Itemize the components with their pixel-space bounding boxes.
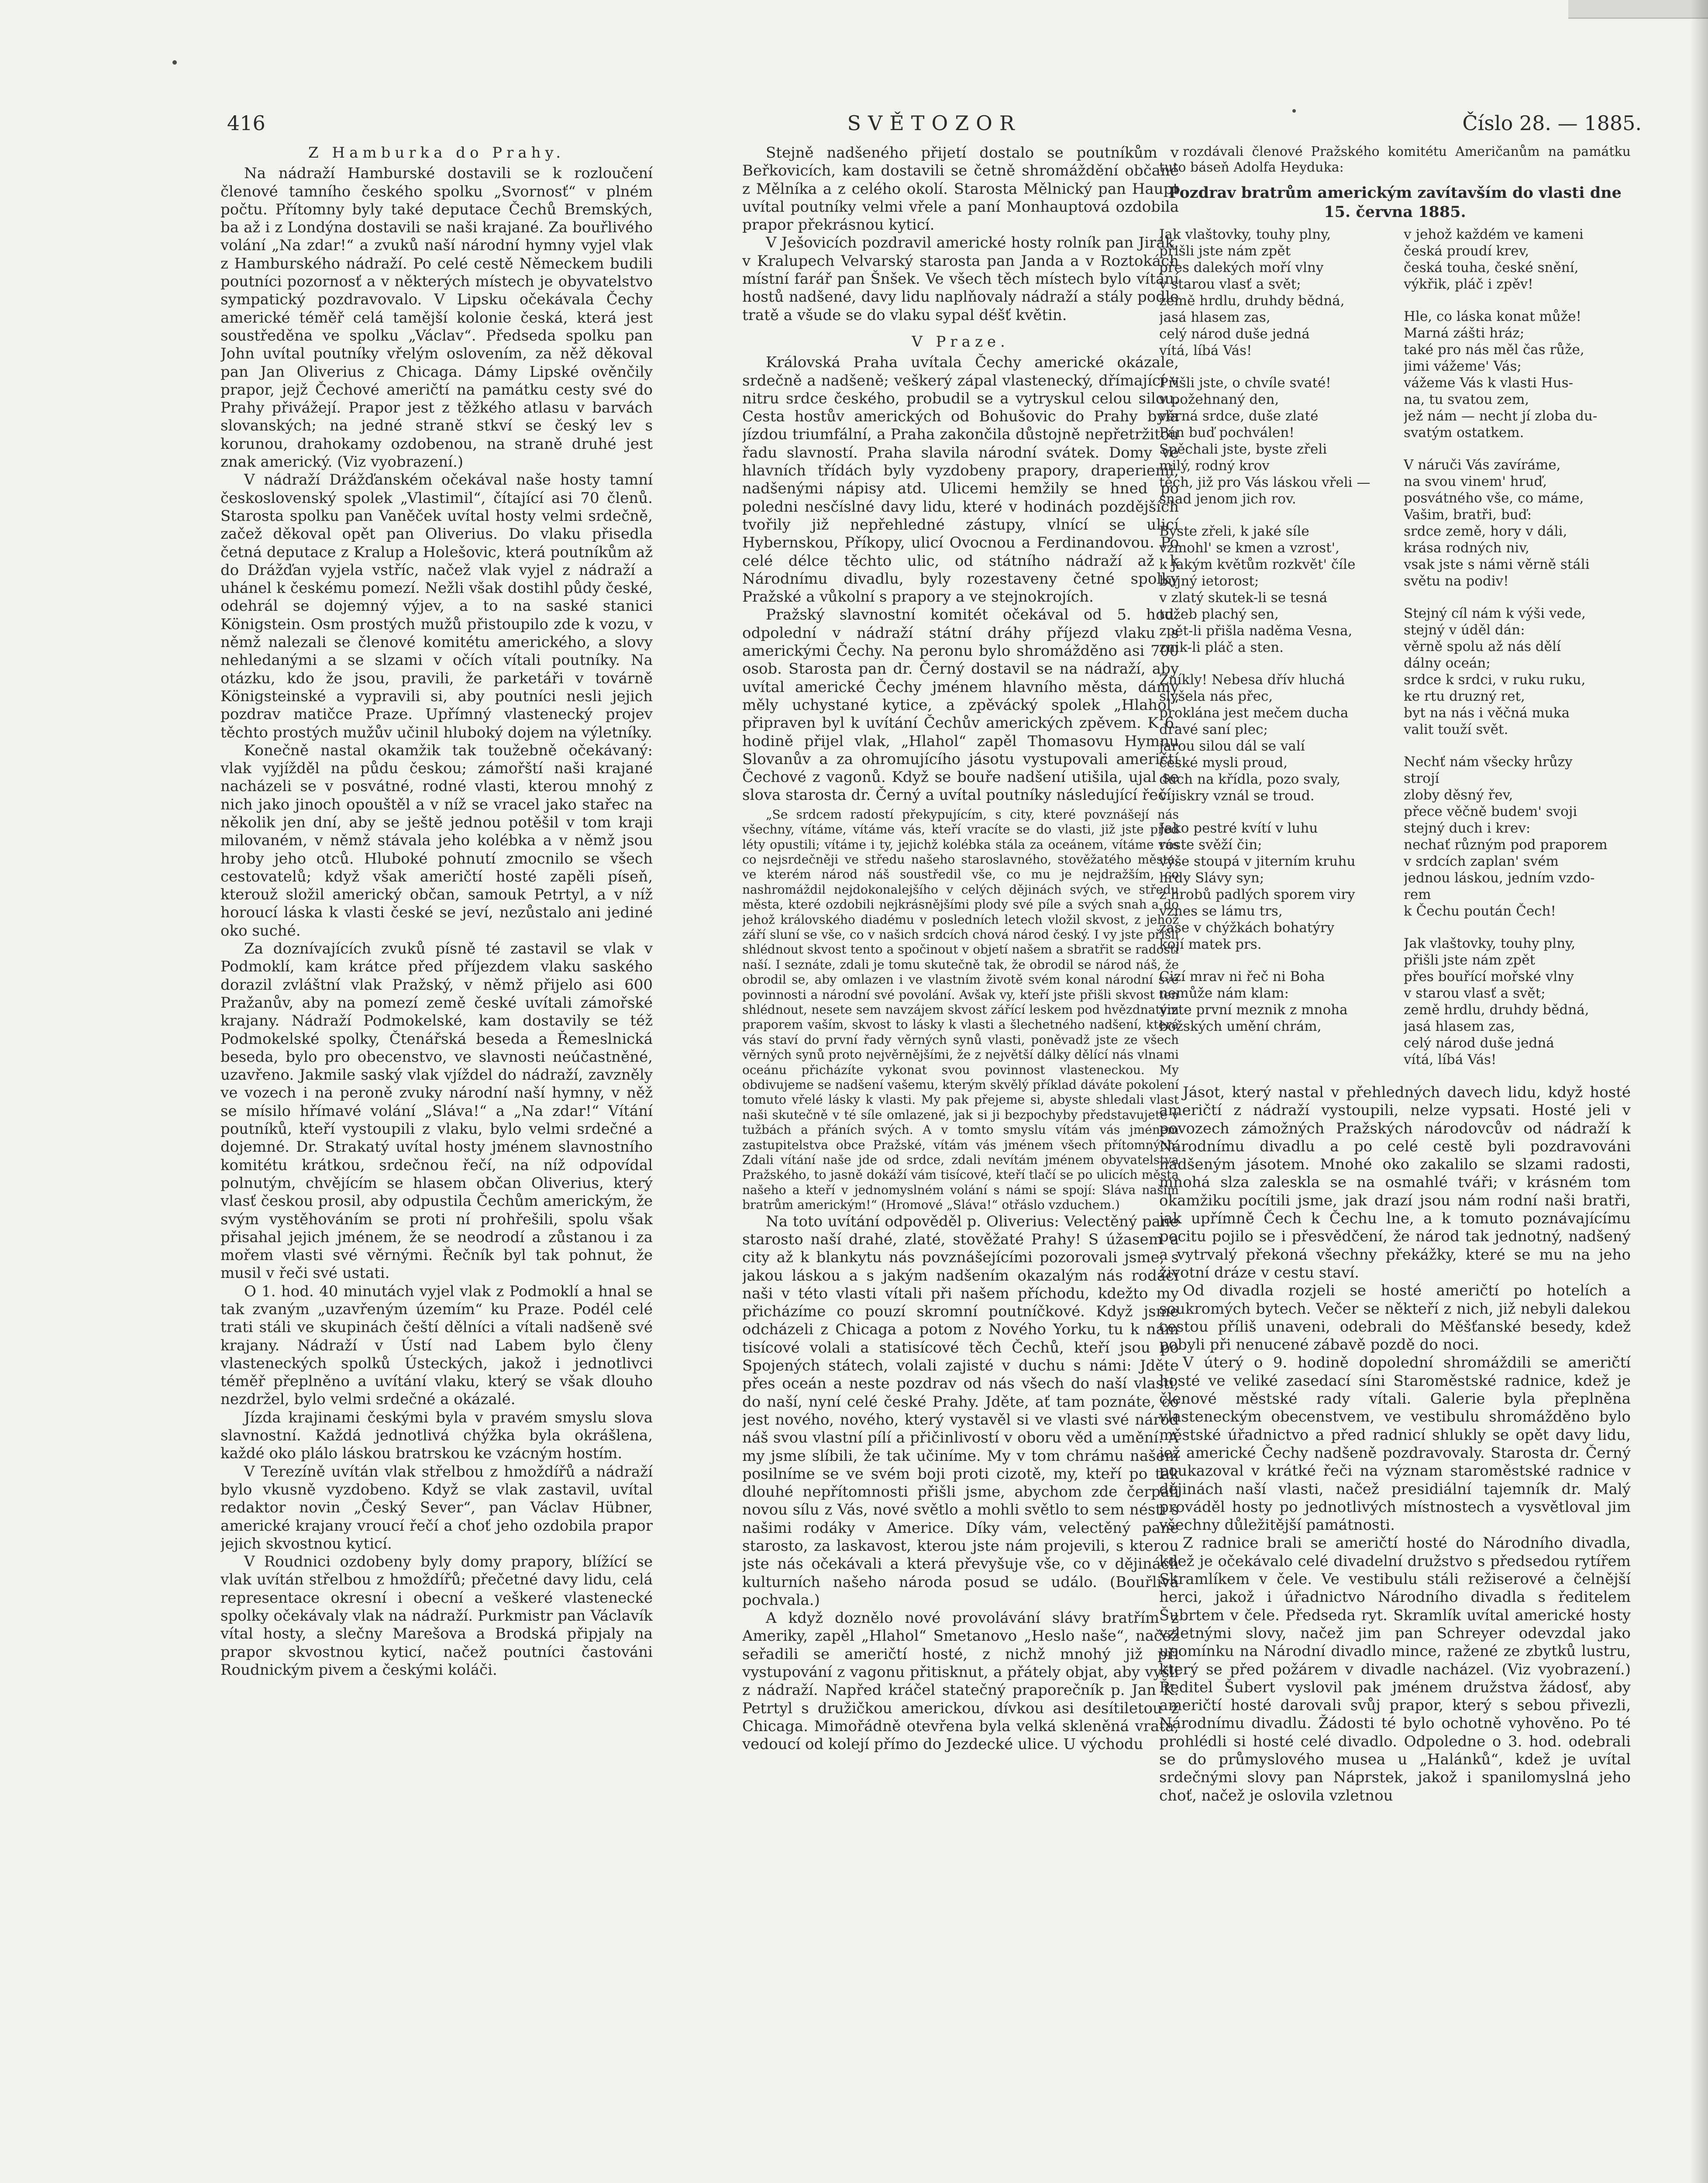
poem-line: Stejný cíl nám k výši vede, — [1404, 606, 1586, 621]
poem-line: země hrdlu, druhdy bědná, — [1404, 1002, 1589, 1018]
poem-line: v jiskry vznál se troud. — [1159, 788, 1315, 804]
column-3 — [1159, 144, 1631, 2183]
poem-line: jimi vážeme' Vás; — [1404, 358, 1522, 374]
poem-line: dálny oceán; — [1404, 655, 1491, 671]
poem-line: přes bouřící mořské vlny — [1404, 969, 1574, 985]
column-1-paragraphs — [220, 165, 653, 1679]
poem-line: také pro nás měl čas růže, — [1404, 342, 1584, 358]
poem-line: světu na podiv! — [1404, 573, 1509, 589]
poem-left-column — [1159, 226, 1386, 1084]
poem-line: z hrobů padlých sporem viry — [1159, 887, 1355, 902]
paragraph: V Ješovicích pozdravil americké hosty rolník pan Jirák, v Kralupech Velvarský starosta pan Janda a v Roztokách místní farář pan Šnšek. Ve všech těch místech bylo vítání hostů nadšené, davy lidu naplňovaly nádraží a stály podle tratě a všude se do vlaku sypal déšť květin. — [742, 234, 1179, 324]
poem-line: znik-li pláč a sten. — [1159, 640, 1284, 655]
poem-line: krása rodných niv, — [1404, 540, 1529, 556]
poem-line: srdce k srdci, v ruku ruku, — [1404, 672, 1586, 688]
poem-line: rem — [1404, 887, 1431, 902]
poem-stanza — [1159, 523, 1386, 656]
poem-line: Hle, co láska konat může! — [1404, 309, 1582, 324]
poem-line: v srdcích zaplan' svém — [1404, 854, 1559, 869]
poem-line: posvátného vše, co máme, — [1404, 490, 1584, 506]
poem-line: země hrdlu, druhdy bědná, — [1159, 293, 1345, 309]
poem-line: byt na nás i věčná muka — [1404, 705, 1570, 721]
column-2 — [742, 144, 1179, 2183]
poem-line: vzmohl' se kmen a vzrost', — [1159, 540, 1340, 556]
poem-stanza — [1159, 671, 1386, 804]
poem-line: v jehož každém ve kameni — [1404, 227, 1584, 242]
poem-right-column — [1404, 226, 1631, 1084]
poem-line: proklána jest mečem ducha — [1159, 705, 1349, 721]
poem-line: Jak vlaštovky, touhy plny, — [1159, 227, 1331, 242]
poem-line: vsak jste s námi věrně stáli — [1404, 557, 1590, 572]
poem-line: nechať různým pod praporem — [1404, 837, 1608, 853]
poem-line: Zníkly! Nebesa dřív hluchá — [1159, 672, 1345, 688]
poem — [1159, 226, 1631, 1084]
poem-line: Pán buď pochválen! — [1159, 425, 1295, 441]
poem-line: ke rtu druzný ret, — [1404, 689, 1525, 704]
magazine-title: SVĚTOZOR — [847, 111, 1022, 135]
paragraph: V Roudnici ozdobeny byly domy prapory, blížící se vlak uvítán střelbou z hmoždířů; přečetné davy lidu, celá representace okresní i obecní a veškeré vlastenecké spolky očekávaly vlak na nádraží. Purkmistr pan Václavík vítal hosty, a slečny Marešova a Brodská připjaly na prapor skvostnou kyticí, načež poutníci častováni Roudnickým pivem a českými koláči. — [220, 1553, 653, 1679]
column-3-paragraphs — [1159, 1084, 1631, 1805]
poem-stanza — [1159, 820, 1386, 953]
poem-line: jež nám — necht jí zloba du- — [1404, 408, 1598, 424]
poem-stanza — [1159, 968, 1386, 1035]
poem-line: Cizí mrav ni řeč ni Boha — [1159, 969, 1325, 985]
poem-line: nemůže nám klam: — [1159, 985, 1289, 1001]
page-header — [227, 111, 1642, 142]
section-heading-hamburk: Z Hamburka do Prahy. — [308, 144, 565, 162]
poem-line: Jako pestré kvítí v luhu — [1159, 820, 1318, 836]
poem-line: vítá, líbá Vás! — [1404, 1052, 1497, 1067]
poem-line: na svou vinem' hruď, — [1404, 474, 1547, 489]
paragraph: Královská Praha uvítala Čechy americké okázale, srdečně a nadšeně; veškerý zápal vlastenecký, dřímající v nitru srdce českého, probudil se a vytryskul celou silou. Cesta hostův amerických od Bohušovic do Prahy byla jízdou triumfální, a Praha zakončila důstojně nepřetržitou řadu slavností. Praha slavila národní svátek. Domy ve hlavních třídách byly vyzdobeny prapory, draperiemi, nadšenými nápisy atd. Ulicemi hemžily se hned po poledni nesčíslné davy lidu, které v hodinách pozdějších tvořily již nepřehledné zástupy, vlnící se ulicí Hybernskou, Příkopy, ulicí Ovocnou a Ferdinandovou. Po celé délce těchto ulic, od státního nádraží až k Národnímu divadlu, byly rozestaveny četné spolky Pražské a vůkolní s prapory a ve stejnokrojích. — [742, 354, 1179, 606]
mayor-speech-quote: „Se srdcem radostí překypujícím, s city, které povznášejí nás všechny, vítáme, vítáme vás, kteří vracíte se do vlasti, již jste před léty opustili; vítáme i ty, jejichž kolébka stála za oceánem, vítáme vás co nejsrdečněji ve středu našeho staroslavného, stověžatého města, ve kterém národ náš soustředil vše, co mu je nejdražším, co nashromáždil nejdokonalejšího v celých dějinách svých, ve středu města, které ozdobili nejkrásnějšími plody své píle a svých snah a do jehož královského diadému v posledních letech vložil skvost, z jehož září sluní se vše, co v našich srdcích chová národ český. I vy jste přišli shlédnout skvost tento a spočinout v objetí našem a sbratřit se radostí naší. I seznáte, zdali je tomu skutečně tak, že obrodil se národ náš, že obrodil se, aby omlazen i ve vlastním životě svém konal národní své povinnosti a národní své povolání. Avšak vy, kteří jste přišli skvost ten shlédnout, nesete sem navzájem skvost zářící leskem pod hvězdnatým praporem vaším, skvost to lásky k vlasti a šlechetného nadšení, která vás staví do první řady věrných synů vlasti, poněvadž jste ze všech věrných synů proto nejvěrnějšími, že z největší dálky dělící nás vlnami oceánu přicházíte vykonat svou povinnost vlasteneckou. My obdivujeme se nadšení vašemu, kterým skvělý příklad dáváte pokolení tomuto vřelé lásky k vlasti. My pak přejeme si, abyste shledali vlast naši skutečně v té síle omlazené, jak si ji bezpochyby představujete v tužbách a přáních svých. A v tomto smyslu vítám vás jménem zastupitelstva obce Pražské, vítám vás jménem všech přítomných. Zdali vítání naše jde od srdce, zdali nevítám jménem obyvatelstva Pražského, to jasně dokáží vám tisícové, kteří tlačí se po ulicích města našeho a kteří v jednomyslném volání s námi se spojí: Sláva našim bratrům americkým!“ (Hromové „Sláva!“ otřáslo vzduchem.) — [742, 807, 1179, 1212]
poem-line: vážeme Vás k vlasti Hus- — [1404, 375, 1574, 391]
poem-line: v starou vlasť a svět; — [1404, 985, 1546, 1001]
poem-stanza — [1159, 226, 1386, 359]
poem-line: bujný ietorost; — [1159, 573, 1259, 589]
paper-speck — [172, 60, 177, 65]
page-edge-shadow — [1691, 0, 1708, 2183]
paragraph: Na nádraží Hamburské dostavili se k rozloučení členové tamního českého spolku „Svornosť“ v plném počtu. Přítomny byly také deputace Čechů Bremských, ba až i z Londýna dostavili se naši krajané. Za bouřlivého volání „Na zdar!“ a zvuků naší národní hymny vyjel vlak z Hamburského nádraží. Po celé cestě Německem budili poutníci pozornosť a v některých místech je obyvatelstvo sympatický pozdravovalo. V Lipsku očekávala Čechy americké téměř celá tamější kolonie česká, která jest soustředěna ve spolku „Václav“. Předseda spolku pan John uvítal poutníky vřelým oslovením, za něž děkoval pan Jan Oliverius z Chicaga. Dámy Lipské ověnčily prapor, jejž Čechové američtí na památku cesty své do Prahy přivážejí. Prapor jest z těžkého atlasu v barvách slovanských; na jedné straně stkví se český lev s korunou, drahokamy ozdobenou, na straně druhé jest znak americký. (Viz vyobrazení.) — [220, 165, 653, 471]
poem-line: strojí — [1404, 771, 1439, 786]
paragraph: V úterý o 9. hodině dopolední shromáždili se američtí hosté ve veliké zasedací síni Staroměstské radnice, kdež je členové městské rady vítali. Galerie byla přeplněna vlasteneckým obecenstvem, ve vestibulu shromážděno bylo městské úřadnictvo a před radnicí shlukly se opět davy lidu, jež americké Čechy nadšeně pozdravovaly. Starosta dr. Černý poukazoval v krátké řeči na význam staroměstské radnice v dějinách naší vlasti, načež presidiální tajemník dr. Malý prováděl hosty po jednotlivých místnostech a vysvětloval jim všechny důležitější památnosti. — [1159, 1354, 1631, 1534]
poem-line: české mysli proud, — [1159, 755, 1288, 771]
poem-line: v požehnaný den, — [1159, 392, 1279, 407]
scan-corner-mark — [1568, 0, 1708, 19]
paragraph: Za doznívajících zvuků písně té zastavil se vlak v Podmoklí, kam krátce před příjezdem vlaku saského dorazil zvláštní vlak Pražský, v němž přijelo asi 600 Pražanův, aby na pomezí země české uvítali zámořské krajany. Nádraží Podmokelské, kam dostavily se též Podmokelské spolky, Čtenářská beseda a Řemeslnická beseda, bylo pro obecenstvo, ve slavnosti neúčastněné, uzavřeno. Jakmile saský vlak vjíždel do nádraží, zavzněly ve vozech i na peroně zvuky národní naší hymny, v něž se mísilo hřímavé volání „Sláva!“ a „Na zdar!“ Vítání poutníků, kteří vystoupili z vlaku, bylo velmi srdečné a dojemné. Dr. Strakatý uvítal hosty jménem slavnostního komitétu krátkou, srdečnou řečí, na níž odpovídal polnutým, chvějícím se hlasem občan Oliverius, který vlasť českou prosil, aby odpustila Čechům americkým, že svým vystěhováním se proti ní prohřešili, spolu však přisahal jejich jménem, že se neodrodí a zůstanou i za mořem vlasti své věrnými. Řečník byl tak pohnut, že musil v řeči své ustati. — [220, 940, 653, 1282]
column-2-paragraphs-mid — [742, 354, 1179, 804]
poem-line: milý, rodný krov — [1159, 458, 1270, 474]
poem-line: Nechť nám všecky hrůzy — [1404, 754, 1573, 770]
poem-line: stejný duch i krev: — [1404, 820, 1531, 836]
poem-line: vznes se lámu trs, — [1159, 903, 1283, 919]
poem-stanza — [1404, 754, 1631, 919]
poem-line: přes dalekých moří vlny — [1159, 260, 1324, 275]
poem-line: stejný v úděl dán: — [1404, 622, 1525, 638]
poem-line: v starou vlasť a svět; — [1159, 276, 1301, 292]
paragraph: Stejně nadšeného přijetí dostalo se poutníkům v Beřkovicích, kam dostavili se četně shromáždění občané z Mělníka a z celého okolí. Starosta Mělnický pan Haupt uvítal poutníky velmi vřele a paní Monhauptová ozdobila prapor překrásnou kyticí. — [742, 144, 1179, 234]
poem-line: dravé saní plec; — [1159, 722, 1268, 737]
poem-line: Byste zřeli, k jaké síle — [1159, 523, 1309, 539]
poem-line: vizte první meznik z mnoha — [1159, 1002, 1348, 1018]
poem-line: Přišli jste, o chvíle svaté! — [1159, 375, 1331, 391]
poem-line: Spěchali jste, byste zřeli — [1159, 441, 1327, 457]
section-heading-praha: V Praze. — [912, 333, 1009, 351]
poem-stanza — [1404, 935, 1631, 1068]
poem-line: výkřik, pláč i zpěv! — [1404, 276, 1533, 292]
poem-line: slyšela nás přec, — [1159, 689, 1273, 704]
paragraph: A když doznělo nové provolávání slávy bratřím z Ameriky, zapěl „Hlahol“ Smetanovo „Heslo naše“, načež seřadili se američtí hosté, z nichž mnohý již při vystupování z vagonu přitisknut, a přátely objat, aby vyšli z nádraží. Napřed kráčel statečný praporečník p. Jan K. Petrtyl s družičkou americkou, dívkou asi desítiletou z Chicaga. Mimořádně otevřena byla velká skleněná vrata, vedoucí od kolejí přímo do Jezdecké ulice. U východu — [742, 1609, 1179, 1753]
poem-line: tužeb plachý sen, — [1159, 606, 1279, 622]
poem-stanza — [1404, 457, 1631, 589]
poem-line: česká proudí krev, — [1404, 243, 1529, 259]
poem-line: božských umění chrám, — [1159, 1019, 1322, 1034]
poem-line: k Čechu poután Čech! — [1404, 903, 1556, 919]
poem-line: výše stoupá v jiterním kruhu — [1159, 854, 1356, 869]
poem-line: vítá, líbá Vás! — [1159, 343, 1252, 358]
paragraph: V Terezíně uvítán vlak střelbou z hmoždířů a nádraží bylo vkusně vyzdobeno. Když se vlak zastavil, uvítal redaktor novin „Český Sever“, pan Václav Hübner, americké krajany vroucí řečí a choť jeho ozdobila prapor jejich skvostnou kyticí. — [220, 1463, 653, 1553]
poem-line: věrná srdce, duše zlaté — [1159, 408, 1319, 424]
poem-line: celý národ duše jedná — [1404, 1035, 1554, 1051]
poem-line: Marná zášti hráz; — [1404, 325, 1525, 341]
paragraph: Na toto uvítání odpověděl p. Oliverius: Velectěný pane starosto naší drahé, zlaté, stověžaté Prahy! S úžasem a city až k blankytu nás povznášejícími pozorovali jsme, s jakou láskou a s jakým nadšením okazalým nás rodáci naši v této vlasti vítali při našem příchodu, kdežto my přicházíme co pouzí skromní poutníčkové. Když jsme odcházeli z Chicaga a potom z Nového Yorku, tu k nám tisícové volali a statisícové těch Čechů, kteří jsou po Spojených státech, volali zajisté v duchu s námi: Jděte přes oceán a neste pozdrav od nás všech do naší vlasti, do naší, nyní celé české Prahy. Jděte, ať tam poznáte, co jest nového, nového, který vystavěl si ve vlasti své národ náš svou vlastní pílí a přičinlivostí v oboru věd a umění. A my jsme slíbili, že tak učiníme. My v tom chrámu našem posilníme se ve svém boji proti cizotě, my, kteří po tak dlouhé nepřítomnosti přišli jsme, abychom zde čerpali novou sílu z Vás, nové světlo a mohli světlo to sem nésti s našimi rodáky v Americe. Díky vám, velectěný pane starosto, za laskavost, kterou jste nám projevili, s kterou jste nás očekávali a která převyšuje vše, co v dějinách kulturních našeho národa posud se událo. (Bouřlivá pochvala.) — [742, 1212, 1179, 1609]
poem-line: srdce země, hory v dáli, — [1404, 523, 1567, 539]
poem-line: kojí matek prs. — [1159, 937, 1262, 952]
poem-stanza — [1404, 308, 1631, 441]
poem-line: jarou silou dál se valí — [1159, 738, 1305, 754]
issue-number: Číslo 28. — 1885. — [1462, 111, 1642, 135]
poem-line: Vašim, bratři, buď: — [1404, 507, 1532, 523]
paragraph: Od divadla rozjeli se hosté američtí po hotelích a soukromých bytech. Večer se někteří z nich, již nebyli dalekou cestou příliš unaveni, odebrali do Měšťanské besedy, kdež pobyli při nenucené zábavě pozdě do noci. — [1159, 1282, 1631, 1354]
poem-line: zloby děsný řev, — [1404, 787, 1513, 803]
poem-line: celý národ duše jedná — [1159, 326, 1310, 342]
paragraph: Jízda krajinami českými byla v pravém smyslu slova slavnostní. Každá jednotlivá chýžka byla okrášlena, každé oko plálo láskou bratrskou ke vzácným hostím. — [220, 1408, 653, 1463]
poem-line: hrdy Slávy syn; — [1159, 870, 1264, 886]
poem-line: roste svěží čin; — [1159, 837, 1262, 853]
poem-line: jednou láskou, jedním vzdo- — [1404, 870, 1595, 886]
poem-line: duch na křídla, pozo svaly, — [1159, 771, 1341, 787]
paragraph: O 1. hod. 40 minutách vyjel vlak z Podmoklí a hnal se tak zvaným „uzavřeným územím“ ku Praze. Podél celé trati stáli ve skupinách čeští dělníci a vítali nadšeně své krajany. Nádraží v Ústí nad Labem bylo členy vlasteneckých spolků Ústeckých, jakož i jednotlivci téměř přeplněno a uvítání vlaku, který se však dlouho nezdržel, bylo velmi srdečné a okázalé. — [220, 1282, 653, 1408]
poem-stanza — [1404, 605, 1631, 738]
paragraph: V nádraží Drážďanském očekával naše hosty tamní československý spolek „Vlastimil“, čítající asi 70 členů. Starosta spolku pan Vaněček uvítal hosty velmi srdečně, začež děkoval opět pan Oliverius. Do vlaku přisedla četná deputace z Kralup a Holešovic, která poutníkům až do Drážďan vyjela vstříc, načež vlak vyjel z nádraží a uhánel k českému pomezí. Nežli však dostihl půdy české, odehrál se dojemný výjev, a to na saské stanici Königstein. Osm prostých mužů přistoupilo zde k vozu, v němž nalezali se členové komitétu amerického, a slovy nehledanými a se slzami v očích vítali poutníky. Na otázku, kdo že jsou, pravili, že parketáři v továrně Königsteinské a vypravili si, aby poutníci nesli jejich pozdrav matičce Praze. Upřímný vlastenecký projev těchto prostých mužův učinil hluboký dojem na výletníky. — [220, 471, 653, 741]
paragraph: Konečně nastal okamžik tak toužebně očekávaný: vlak vyjížděl na půdu českou; zámořští naši krajané nacházeli se v posvátné, rodné vlasti, kterou mnohý z nich jako jinoch opouštěl a v níž se vracel jako stařec na několik jen dní, aby se ještě jednou potěšil v tom kraji milovaném, v němž stávala jeho kolébka a v němž jsou hroby jeho otců. Hluboké pohnutí zmocnilo se všech cestovatelů; když však američtí hosté zapěli píseň, kterouž složil americký občan, samouk Petrtyl, a v níž horoucí láska k vlasti české se jeví, nezůstalo ani jediné oko suché. — [220, 741, 653, 940]
poem-line: Jak vlaštovky, touhy plny, — [1404, 936, 1576, 951]
poem-line: přece věčně budem' svoji — [1404, 804, 1577, 819]
poem-intro: rozdávali členové Pražského komitétu Američanům na památku tuto báseň Adolfa Heyduka: — [1159, 144, 1631, 175]
paragraph: Pražský slavnostní komitét očekával od 5. hod. odpolední v nádraží státní dráhy příjezd vlaku s americkými Čechy. Na peronu bylo shromážděno asi 700 osob. Starosta pan dr. Černý dostavil se na nádraží, aby uvítal americké Čechy jménem hlavního města, dámy měly uchystané kytice, a zpěvácký spolek „Hlahol“ připraven byl k uvítání Čechův amerických zpěvem. K 6. hodině přijel vlak, „Hlahol“ zapěl Thomasovu Hymnu Slovanův a za ohromujícího jásotu vystupovali američtí Čechové z vagonů. Když se bouře nadšení utišila, ujal se slova starosta dr. Černý a uvítal poutníky následující řečí: — [742, 606, 1179, 804]
poem-line: česká touha, české snění, — [1404, 260, 1579, 275]
poem-stanza — [1404, 226, 1631, 293]
poem-line: snad jenom jich rov. — [1159, 491, 1296, 507]
poem-line: věrně spolu až nás dělí — [1404, 639, 1561, 654]
column-2-paragraphs-bottom — [742, 1213, 1179, 1754]
poem-line: přišli jste nám zpět — [1159, 243, 1291, 259]
poem-line: svatým ostatkem. — [1404, 425, 1524, 441]
poem-stanza — [1159, 375, 1386, 507]
poem-line: zpět-li přišla naděma Vesna, — [1159, 623, 1353, 639]
poem-line: jasá hlasem zas, — [1159, 310, 1271, 325]
poem-line: těch, již pro Vás láskou vřeli — — [1159, 475, 1371, 490]
page-number: 416 — [227, 111, 265, 135]
poem-title: Pozdrav bratrům americkým zavítavším do vlasti dne 15. června 1885. — [1168, 184, 1622, 221]
poem-line: v zlatý skutek-li se tesná — [1159, 590, 1328, 606]
poem-line: valit touží svět. — [1404, 722, 1508, 737]
poem-line: jasá hlasem zas, — [1404, 1019, 1515, 1034]
column-2-paragraphs-top — [742, 144, 1179, 324]
poem-line: V náruči Vás zavíráme, — [1404, 457, 1561, 473]
poem-line: přišli jste nám zpět — [1404, 952, 1536, 968]
paragraph: Z radnice brali se američtí hosté do Národního divadla, kdež je očekávalo celé divadelní družstvo s předsedou rytířem Skramlíkem v čele. Ve vestibulu stáli režiserové a čelnější herci, jakož i úřadnictvo Národního divadla s ředitelem Šubrtem v čele. Předseda ryt. Skramlík uvítal americké hosty vzletnými slovy, načež jim pan Schreyer odevzdal jako upomínku na Národní divadlo mince, ražené ze zbytků lustru, který se před požárem v divadle nacházel. (Viz vyobrazení.) Ředitel Šubert vyslovil pak jménem družstva žádosť, aby američtí hosté darovali svůj prapor, který s sebou přivezli, Národnímu divadlu. Žádosti té bylo ochotně vyhověno. Po té prohlédli si hosté celé divadlo. Odpoledne o 3. hod. odebrali se do průmyslového musea u „Halánků“, kdež je uvítal srdečnými slovy pan Náprstek, jakož i spanilomyslná jeho choť, načež je oslovila vzletnou — [1159, 1534, 1631, 1804]
paragraph: Jásot, který nastal v přehledných davech lidu, když hosté američtí z nádraží vystoupili, nelze vypsati. Hosté jeli v povozech zámožných Pražských národovcův od nádraží k Národnímu divadlu a po celé cestě byli pozdravováni nadšeným jásotem. Mnohé oko zakalilo se slzami radosti, mnohá slza zaleskla se na osmahlé tváři; v krásném tom okamžiku pocítili jsme, jak drazí jsou nám rodní naši bratři, jak upřímně Čech k Čechu lne, a k tomuto poznávajícímu pocitu pojilo se i přesvědčení, že národ tak jednotný, nadšený a vytrvalý překoná všechny překážky, které se mu na jeho životní dráze v cestu staví. — [1159, 1084, 1631, 1281]
poem-line: zase v chýžkách bohatýry — [1159, 920, 1335, 936]
poem-line: k jakým květům rozkvět' číle — [1159, 557, 1356, 572]
column-1 — [220, 144, 653, 2183]
poem-line: na, tu svatou zem, — [1404, 392, 1529, 407]
